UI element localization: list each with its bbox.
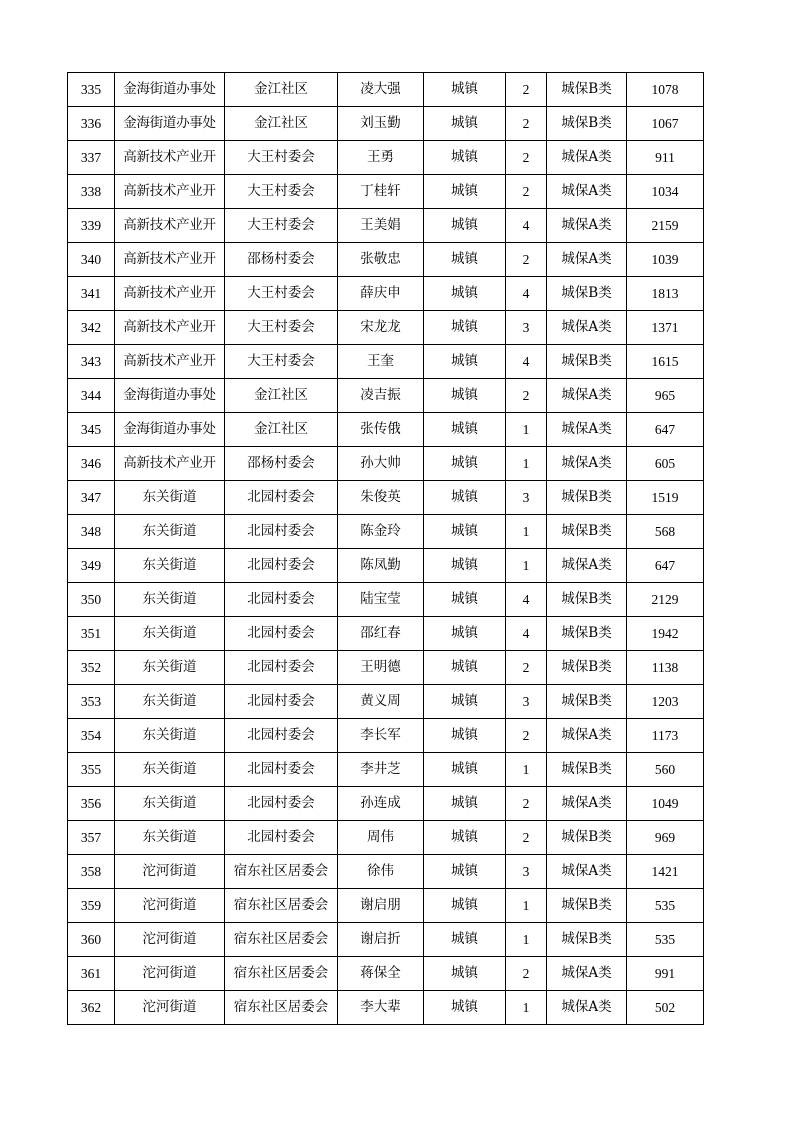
amount-cell: 969 (627, 821, 704, 855)
table-row (68, 73, 704, 107)
household-type-cell: 城镇 (424, 73, 506, 107)
category-cell: 城保B类 (547, 73, 627, 107)
persons-count-cell: 1 (506, 923, 547, 957)
street-office-cell: 高新技术产业开 (115, 243, 225, 277)
table-body (68, 73, 704, 1025)
table-row (68, 787, 704, 821)
amount-cell: 1519 (627, 481, 704, 515)
street-office-cell: 沱河街道 (115, 855, 225, 889)
amount-cell: 535 (627, 923, 704, 957)
category-cell: 城保B类 (547, 651, 627, 685)
village-committee-cell: 邵杨村委会 (225, 447, 338, 481)
street-office-cell: 东关街道 (115, 617, 225, 651)
category-cell: 城保B类 (547, 583, 627, 617)
category-cell: 城保A类 (547, 991, 627, 1025)
persons-count-cell: 2 (506, 379, 547, 413)
person-name-cell: 宋龙龙 (338, 311, 424, 345)
street-office-cell: 金海街道办事处 (115, 107, 225, 141)
person-name-cell: 张敬忠 (338, 243, 424, 277)
row-number-cell: 343 (68, 345, 115, 379)
person-name-cell: 徐伟 (338, 855, 424, 889)
persons-count-cell: 2 (506, 821, 547, 855)
persons-count-cell: 4 (506, 209, 547, 243)
table-row (68, 447, 704, 481)
person-name-cell: 丁桂轩 (338, 175, 424, 209)
category-cell: 城保A类 (547, 447, 627, 481)
amount-cell: 1421 (627, 855, 704, 889)
table-row (68, 549, 704, 583)
amount-cell: 560 (627, 753, 704, 787)
street-office-cell: 东关街道 (115, 787, 225, 821)
person-name-cell: 陆宝莹 (338, 583, 424, 617)
persons-count-cell: 4 (506, 583, 547, 617)
village-committee-cell: 金江社区 (225, 73, 338, 107)
row-number-cell: 358 (68, 855, 115, 889)
person-name-cell: 王勇 (338, 141, 424, 175)
street-office-cell: 金海街道办事处 (115, 413, 225, 447)
household-type-cell: 城镇 (424, 583, 506, 617)
table-row (68, 209, 704, 243)
amount-cell: 535 (627, 889, 704, 923)
household-type-cell: 城镇 (424, 685, 506, 719)
row-number-cell: 350 (68, 583, 115, 617)
person-name-cell: 薛庆申 (338, 277, 424, 311)
table-row (68, 651, 704, 685)
village-committee-cell: 金江社区 (225, 379, 338, 413)
category-cell: 城保B类 (547, 515, 627, 549)
person-name-cell: 邵红春 (338, 617, 424, 651)
persons-count-cell: 3 (506, 311, 547, 345)
table-row (68, 345, 704, 379)
amount-cell: 1942 (627, 617, 704, 651)
street-office-cell: 东关街道 (115, 719, 225, 753)
household-type-cell: 城镇 (424, 175, 506, 209)
row-number-cell: 355 (68, 753, 115, 787)
village-committee-cell: 宿东社区居委会 (225, 889, 338, 923)
household-type-cell: 城镇 (424, 311, 506, 345)
table-row (68, 617, 704, 651)
person-name-cell: 王明德 (338, 651, 424, 685)
amount-cell: 965 (627, 379, 704, 413)
village-committee-cell: 北园村委会 (225, 549, 338, 583)
category-cell: 城保A类 (547, 175, 627, 209)
persons-count-cell: 2 (506, 141, 547, 175)
amount-cell: 1078 (627, 73, 704, 107)
street-office-cell: 高新技术产业开 (115, 141, 225, 175)
row-number-cell: 356 (68, 787, 115, 821)
table-row (68, 413, 704, 447)
household-type-cell: 城镇 (424, 209, 506, 243)
household-type-cell: 城镇 (424, 277, 506, 311)
category-cell: 城保A类 (547, 413, 627, 447)
category-cell: 城保B类 (547, 107, 627, 141)
table-row (68, 889, 704, 923)
category-cell: 城保A类 (547, 549, 627, 583)
street-office-cell: 东关街道 (115, 515, 225, 549)
row-number-cell: 336 (68, 107, 115, 141)
street-office-cell: 高新技术产业开 (115, 311, 225, 345)
table-row (68, 719, 704, 753)
row-number-cell: 340 (68, 243, 115, 277)
persons-count-cell: 3 (506, 855, 547, 889)
category-cell: 城保A类 (547, 855, 627, 889)
row-number-cell: 339 (68, 209, 115, 243)
amount-cell: 1034 (627, 175, 704, 209)
table-row (68, 753, 704, 787)
table-row (68, 685, 704, 719)
persons-count-cell: 4 (506, 345, 547, 379)
street-office-cell: 东关街道 (115, 821, 225, 855)
row-number-cell: 347 (68, 481, 115, 515)
household-type-cell: 城镇 (424, 821, 506, 855)
table-row (68, 311, 704, 345)
persons-count-cell: 2 (506, 651, 547, 685)
row-number-cell: 335 (68, 73, 115, 107)
person-name-cell: 孙连成 (338, 787, 424, 821)
persons-count-cell: 2 (506, 719, 547, 753)
village-committee-cell: 宿东社区居委会 (225, 991, 338, 1025)
household-type-cell: 城镇 (424, 617, 506, 651)
row-number-cell: 348 (68, 515, 115, 549)
person-name-cell: 黄义周 (338, 685, 424, 719)
table-row (68, 379, 704, 413)
person-name-cell: 谢启折 (338, 923, 424, 957)
street-office-cell: 东关街道 (115, 583, 225, 617)
row-number-cell: 354 (68, 719, 115, 753)
street-office-cell: 高新技术产业开 (115, 447, 225, 481)
household-type-cell: 城镇 (424, 651, 506, 685)
person-name-cell: 陈凤勤 (338, 549, 424, 583)
street-office-cell: 东关街道 (115, 549, 225, 583)
village-committee-cell: 大王村委会 (225, 345, 338, 379)
category-cell: 城保B类 (547, 753, 627, 787)
household-type-cell: 城镇 (424, 753, 506, 787)
street-office-cell: 高新技术产业开 (115, 277, 225, 311)
category-cell: 城保A类 (547, 787, 627, 821)
row-number-cell: 357 (68, 821, 115, 855)
street-office-cell: 高新技术产业开 (115, 209, 225, 243)
household-type-cell: 城镇 (424, 413, 506, 447)
household-type-cell: 城镇 (424, 515, 506, 549)
amount-cell: 1813 (627, 277, 704, 311)
household-type-cell: 城镇 (424, 379, 506, 413)
category-cell: 城保B类 (547, 481, 627, 515)
category-cell: 城保A类 (547, 379, 627, 413)
persons-count-cell: 2 (506, 107, 547, 141)
amount-cell: 502 (627, 991, 704, 1025)
household-type-cell: 城镇 (424, 719, 506, 753)
person-name-cell: 谢启朋 (338, 889, 424, 923)
village-committee-cell: 北园村委会 (225, 821, 338, 855)
row-number-cell: 359 (68, 889, 115, 923)
row-number-cell: 346 (68, 447, 115, 481)
amount-cell: 568 (627, 515, 704, 549)
row-number-cell: 344 (68, 379, 115, 413)
category-cell: 城保B类 (547, 345, 627, 379)
table-row (68, 821, 704, 855)
table-row (68, 175, 704, 209)
persons-count-cell: 1 (506, 413, 547, 447)
amount-cell: 2159 (627, 209, 704, 243)
village-committee-cell: 北园村委会 (225, 481, 338, 515)
street-office-cell: 沱河街道 (115, 889, 225, 923)
category-cell: 城保B类 (547, 889, 627, 923)
category-cell: 城保B类 (547, 821, 627, 855)
person-name-cell: 凌大强 (338, 73, 424, 107)
village-committee-cell: 北园村委会 (225, 617, 338, 651)
row-number-cell: 360 (68, 923, 115, 957)
category-cell: 城保A类 (547, 719, 627, 753)
household-type-cell: 城镇 (424, 787, 506, 821)
person-name-cell: 周伟 (338, 821, 424, 855)
street-office-cell: 高新技术产业开 (115, 345, 225, 379)
household-type-cell: 城镇 (424, 481, 506, 515)
beneficiary-table (67, 72, 704, 1025)
table-row (68, 141, 704, 175)
household-type-cell: 城镇 (424, 957, 506, 991)
household-type-cell: 城镇 (424, 107, 506, 141)
person-name-cell: 李长军 (338, 719, 424, 753)
amount-cell: 1203 (627, 685, 704, 719)
table-row (68, 957, 704, 991)
persons-count-cell: 1 (506, 889, 547, 923)
amount-cell: 605 (627, 447, 704, 481)
persons-count-cell: 2 (506, 957, 547, 991)
category-cell: 城保A类 (547, 209, 627, 243)
row-number-cell: 342 (68, 311, 115, 345)
category-cell: 城保A类 (547, 311, 627, 345)
amount-cell: 1615 (627, 345, 704, 379)
category-cell: 城保A类 (547, 141, 627, 175)
person-name-cell: 李大辈 (338, 991, 424, 1025)
person-name-cell: 李井芝 (338, 753, 424, 787)
category-cell: 城保B类 (547, 685, 627, 719)
village-committee-cell: 北园村委会 (225, 583, 338, 617)
amount-cell: 991 (627, 957, 704, 991)
persons-count-cell: 1 (506, 753, 547, 787)
household-type-cell: 城镇 (424, 923, 506, 957)
person-name-cell: 朱俊英 (338, 481, 424, 515)
amount-cell: 1039 (627, 243, 704, 277)
amount-cell: 1173 (627, 719, 704, 753)
persons-count-cell: 1 (506, 515, 547, 549)
persons-count-cell: 3 (506, 481, 547, 515)
street-office-cell: 金海街道办事处 (115, 379, 225, 413)
persons-count-cell: 1 (506, 991, 547, 1025)
table-row (68, 107, 704, 141)
village-committee-cell: 大王村委会 (225, 311, 338, 345)
household-type-cell: 城镇 (424, 243, 506, 277)
street-office-cell: 沱河街道 (115, 923, 225, 957)
amount-cell: 911 (627, 141, 704, 175)
village-committee-cell: 北园村委会 (225, 515, 338, 549)
persons-count-cell: 3 (506, 685, 547, 719)
street-office-cell: 金海街道办事处 (115, 73, 225, 107)
person-name-cell: 刘玉勤 (338, 107, 424, 141)
village-committee-cell: 北园村委会 (225, 753, 338, 787)
table-row (68, 855, 704, 889)
village-committee-cell: 北园村委会 (225, 719, 338, 753)
household-type-cell: 城镇 (424, 345, 506, 379)
category-cell: 城保B类 (547, 277, 627, 311)
village-committee-cell: 金江社区 (225, 107, 338, 141)
household-type-cell: 城镇 (424, 889, 506, 923)
persons-count-cell: 2 (506, 175, 547, 209)
persons-count-cell: 2 (506, 787, 547, 821)
persons-count-cell: 4 (506, 277, 547, 311)
persons-count-cell: 1 (506, 549, 547, 583)
table-row (68, 991, 704, 1025)
village-committee-cell: 北园村委会 (225, 651, 338, 685)
person-name-cell: 孙大帅 (338, 447, 424, 481)
household-type-cell: 城镇 (424, 855, 506, 889)
row-number-cell: 349 (68, 549, 115, 583)
household-type-cell: 城镇 (424, 549, 506, 583)
row-number-cell: 345 (68, 413, 115, 447)
amount-cell: 2129 (627, 583, 704, 617)
persons-count-cell: 1 (506, 447, 547, 481)
village-committee-cell: 北园村委会 (225, 685, 338, 719)
category-cell: 城保A类 (547, 243, 627, 277)
row-number-cell: 361 (68, 957, 115, 991)
row-number-cell: 353 (68, 685, 115, 719)
street-office-cell: 东关街道 (115, 481, 225, 515)
village-committee-cell: 宿东社区居委会 (225, 923, 338, 957)
row-number-cell: 341 (68, 277, 115, 311)
persons-count-cell: 4 (506, 617, 547, 651)
person-name-cell: 蒋保全 (338, 957, 424, 991)
village-committee-cell: 大王村委会 (225, 277, 338, 311)
row-number-cell: 352 (68, 651, 115, 685)
village-committee-cell: 宿东社区居委会 (225, 957, 338, 991)
table-row (68, 277, 704, 311)
village-committee-cell: 大王村委会 (225, 175, 338, 209)
street-office-cell: 东关街道 (115, 685, 225, 719)
household-type-cell: 城镇 (424, 141, 506, 175)
amount-cell: 647 (627, 549, 704, 583)
village-committee-cell: 宿东社区居委会 (225, 855, 338, 889)
village-committee-cell: 邵杨村委会 (225, 243, 338, 277)
table-row (68, 243, 704, 277)
street-office-cell: 东关街道 (115, 651, 225, 685)
category-cell: 城保B类 (547, 617, 627, 651)
amount-cell: 1371 (627, 311, 704, 345)
person-name-cell: 王奎 (338, 345, 424, 379)
table-row (68, 481, 704, 515)
persons-count-cell: 2 (506, 73, 547, 107)
table-row (68, 583, 704, 617)
row-number-cell: 337 (68, 141, 115, 175)
amount-cell: 1049 (627, 787, 704, 821)
street-office-cell: 高新技术产业开 (115, 175, 225, 209)
category-cell: 城保A类 (547, 957, 627, 991)
amount-cell: 1067 (627, 107, 704, 141)
amount-cell: 647 (627, 413, 704, 447)
person-name-cell: 张传俄 (338, 413, 424, 447)
table-row (68, 515, 704, 549)
person-name-cell: 王美娟 (338, 209, 424, 243)
amount-cell: 1138 (627, 651, 704, 685)
village-committee-cell: 大王村委会 (225, 209, 338, 243)
village-committee-cell: 北园村委会 (225, 787, 338, 821)
person-name-cell: 凌吉振 (338, 379, 424, 413)
household-type-cell: 城镇 (424, 991, 506, 1025)
row-number-cell: 338 (68, 175, 115, 209)
street-office-cell: 沱河街道 (115, 957, 225, 991)
category-cell: 城保B类 (547, 923, 627, 957)
table-row (68, 923, 704, 957)
row-number-cell: 351 (68, 617, 115, 651)
person-name-cell: 陈金玲 (338, 515, 424, 549)
village-committee-cell: 金江社区 (225, 413, 338, 447)
street-office-cell: 沱河街道 (115, 991, 225, 1025)
village-committee-cell: 大王村委会 (225, 141, 338, 175)
persons-count-cell: 2 (506, 243, 547, 277)
row-number-cell: 362 (68, 991, 115, 1025)
household-type-cell: 城镇 (424, 447, 506, 481)
street-office-cell: 东关街道 (115, 753, 225, 787)
